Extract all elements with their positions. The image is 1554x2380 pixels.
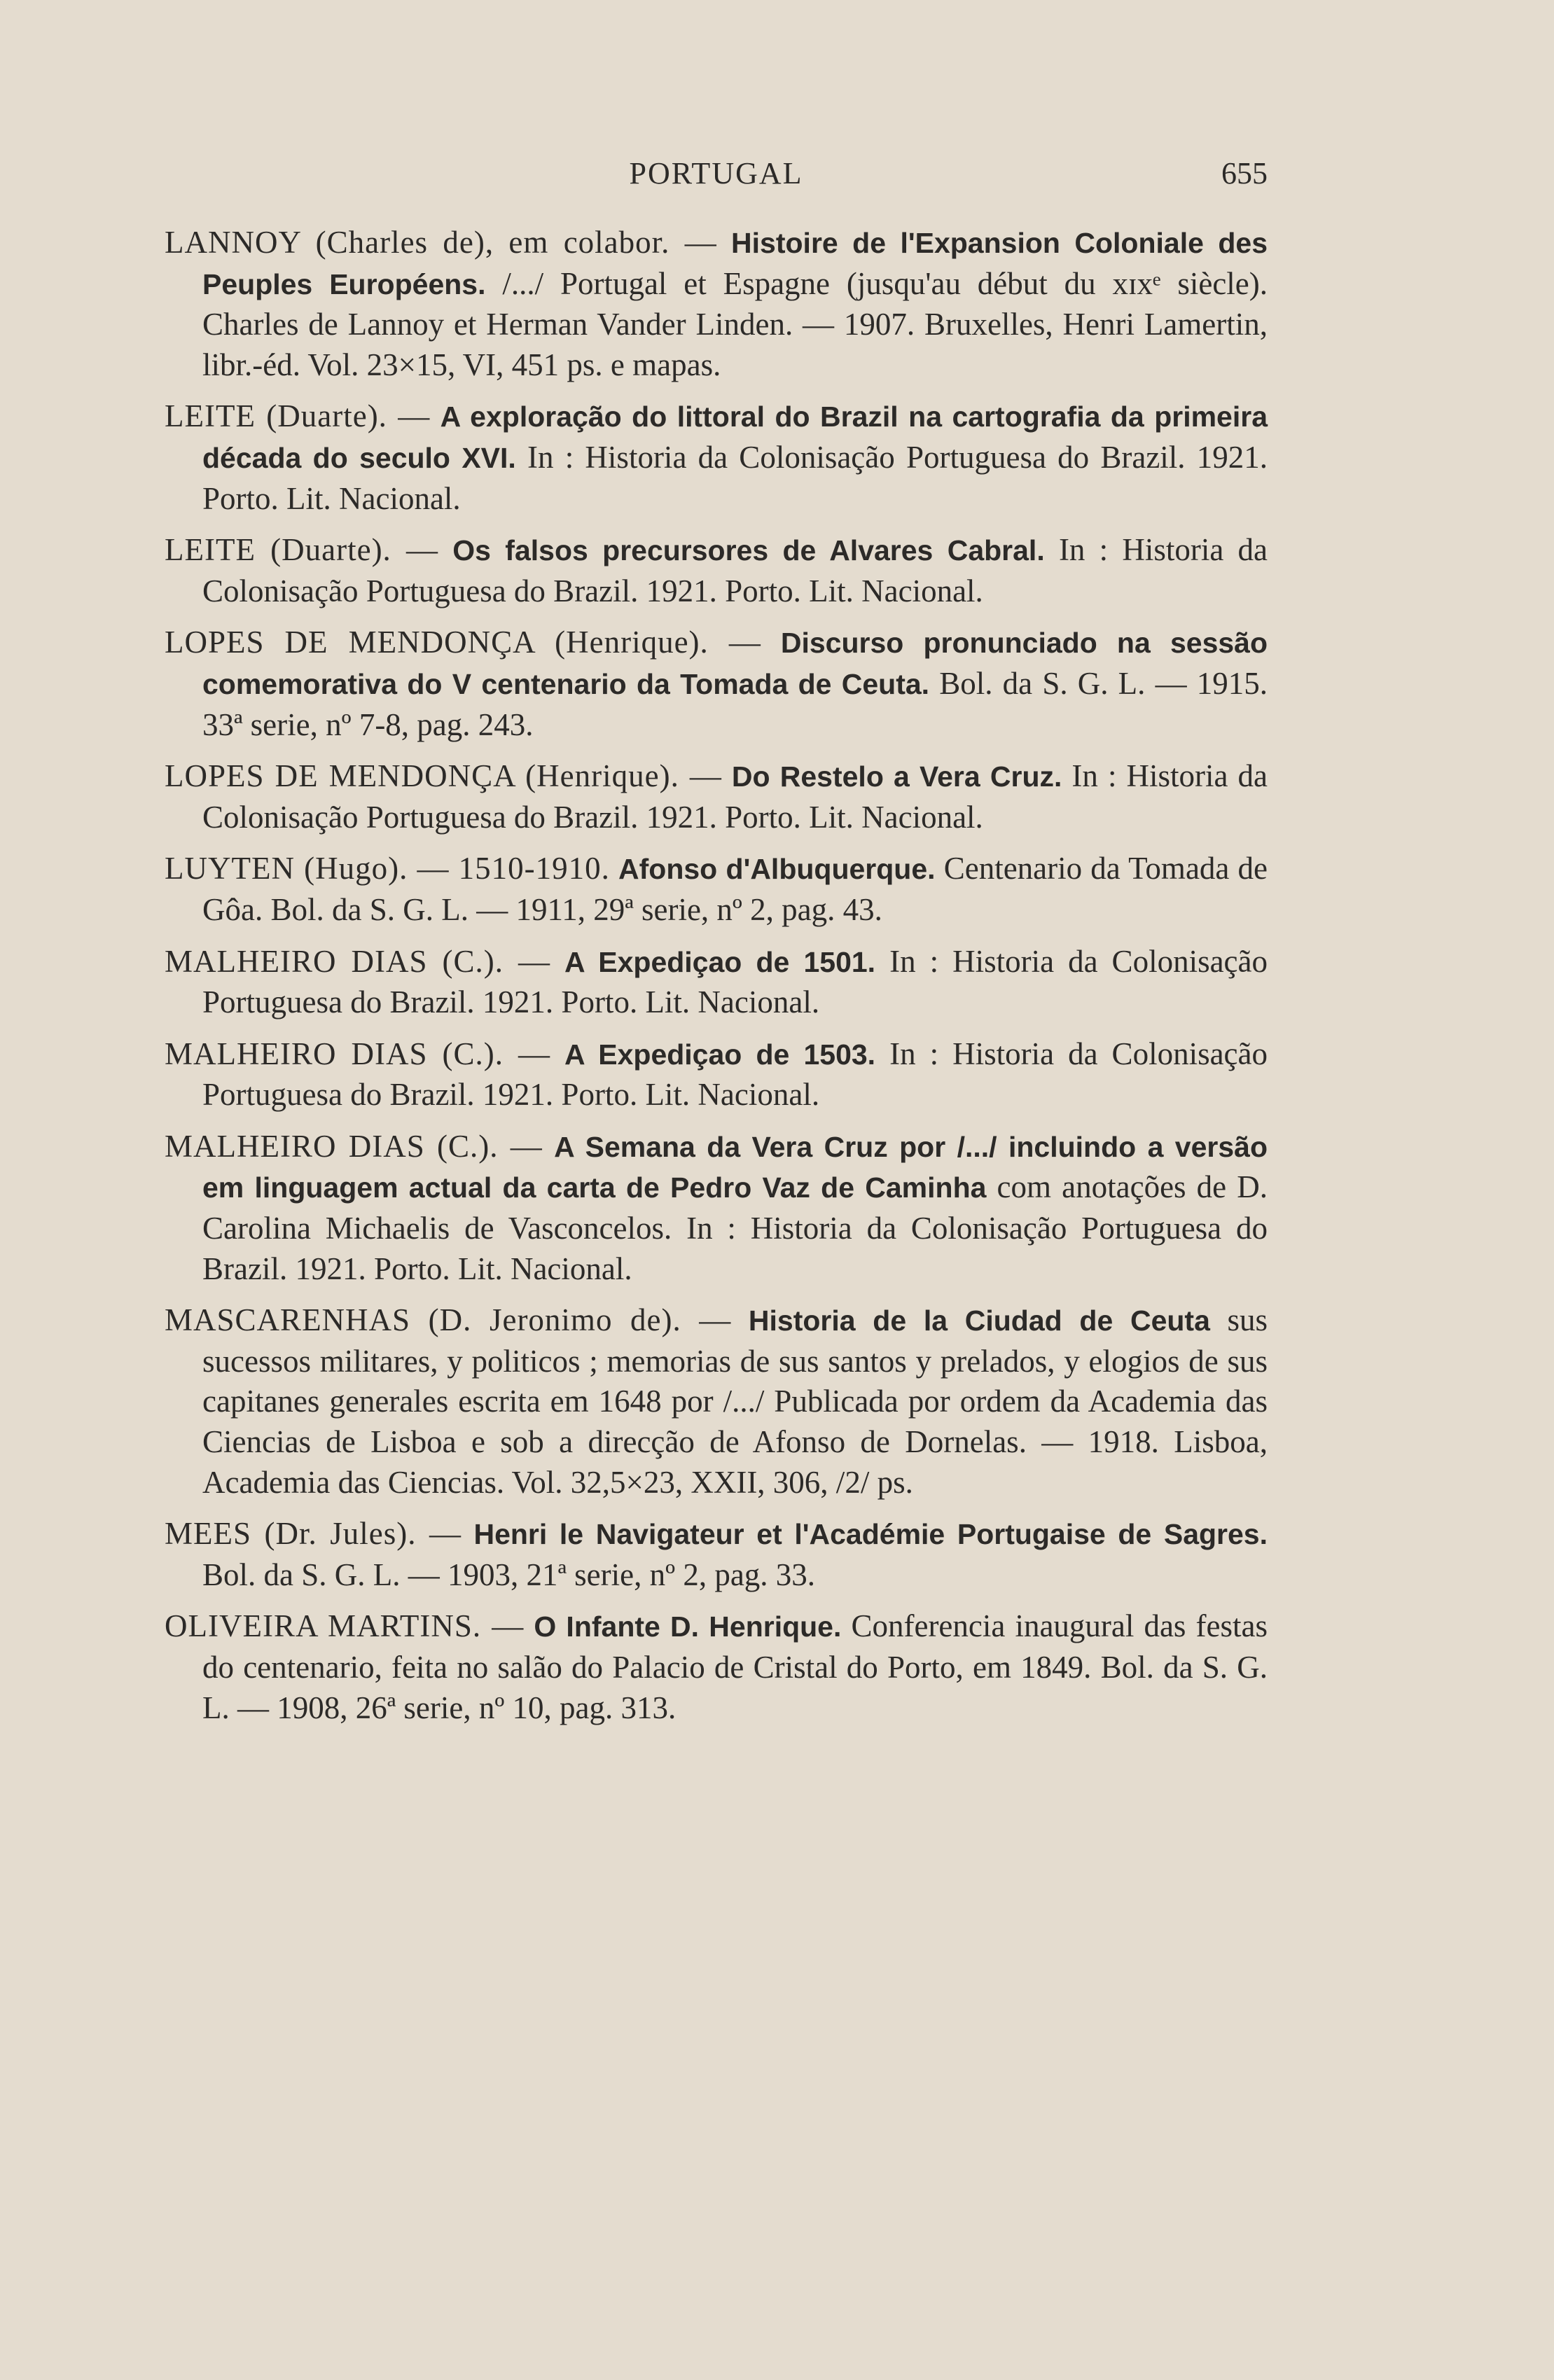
- entry-author: MALHEIRO DIAS (C.). —: [165, 1036, 550, 1071]
- bibliography-list: [165, 223, 1268, 1739]
- entry-details: Conferencia inaugural das festas do centenario, feita no salão do Palacio de Cristal do Porto, em 1849. Bol. da S. G. L. — 1908, 26ª serie, nº 10, pag. 313.: [202, 1608, 1268, 1725]
- entry-title: Discurso pronunciado na sessão comemorativa do V centenario da Tomada de Ceuta.: [202, 627, 1268, 700]
- entry-details: com anotações de D. Carolina Michaelis de Vasconcelos. In : Historia da Colonisação Portuguesa do Brazil. 1921. Porto. Lit. Nacional.: [202, 1169, 1268, 1286]
- entry-title: O Infante D. Henrique.: [534, 1610, 842, 1643]
- bibliography-entry: [165, 1034, 1268, 1115]
- entry-details: In : Historia da Colonisação Portuguesa do Brazil. 1921. Porto. Lit. Nacional.: [202, 1036, 1268, 1113]
- entry-author: MASCARENHAS (D. Jeronimo de). —: [165, 1302, 732, 1338]
- page-number: 655: [1221, 156, 1268, 190]
- bibliography-entry: [165, 1514, 1268, 1595]
- entry-title: Historia de la Ciudad de Ceuta: [748, 1304, 1210, 1337]
- bibliography-entry: [165, 530, 1268, 611]
- entry-details: Centenario da Tomada de Gôa. Bol. da S. G. L. — 1911, 29ª serie, nº 2, pag. 43.: [202, 851, 1268, 927]
- running-title: PORTUGAL: [629, 156, 803, 190]
- entry-title: A Expediçao de 1501.: [564, 945, 876, 978]
- entry-details: sus sucessos militares, y politicos ; memorias de sus santos y prelados, y elogios de sus capitanes generales escrita em 1648 por /.../ Publicada por ordem da Academia das Ciencias de Lisboa e sob a direcção de Afonso de Dornelas. — 1918. Lisboa, Academia das Ciencias. Vol. 32,5×23, XXII, 306, /2/ ps.: [202, 1302, 1268, 1500]
- entry-author: LEITE (Duarte). —: [165, 398, 431, 434]
- bibliography-entry: [165, 849, 1268, 930]
- bibliography-entry: [165, 1606, 1268, 1728]
- entry-details: /.../ Portugal et Espagne (jusqu'au début du xɪxᵉ siècle). Charles de Lannoy et Herman Vander Linden. — 1907. Bruxelles, Henri Lamertin, libr.-éd. Vol. 23×15, VI, 451 ps. e mapas.: [202, 265, 1268, 382]
- entry-details: In : Historia da Colonisação Portuguesa do Brazil. 1921. Porto. Lit. Nacional.: [202, 532, 1268, 608]
- entry-title: A exploração do littoral do Brazil na cartografia da primeira década do seculo XVI.: [202, 401, 1268, 474]
- entry-author: OLIVEIRA MARTINS. —: [165, 1608, 525, 1644]
- entry-author: LOPES DE MENDONÇA (Henrique). —: [165, 758, 722, 794]
- bibliography-entry: [165, 223, 1268, 385]
- entry-author: MALHEIRO DIAS (C.). —: [165, 943, 550, 979]
- bibliography-entry: [165, 1300, 1268, 1503]
- bibliography-entry: [165, 622, 1268, 745]
- entry-title: Os falsos precursores de Alvares Cabral.: [452, 534, 1045, 567]
- entry-details: In : Historia da Colonisação Portuguesa do Brazil. 1921. Porto. Lit. Nacional.: [202, 943, 1268, 1020]
- entry-details: Bol. da S. G. L. — 1903, 21ª serie, nº 2, pag. 33.: [202, 1557, 816, 1592]
- entry-title: Histoire de l'Expansion Coloniale des Peuples Européens.: [202, 227, 1268, 300]
- entry-author: LANNOY (Charles de), em colabor. —: [165, 225, 717, 260]
- bibliography-entry: [165, 942, 1268, 1023]
- entry-title: Henri le Navigateur et l'Académie Portugaise de Sagres.: [473, 1518, 1268, 1551]
- entry-title: Afonso d'Albuquerque.: [618, 853, 936, 886]
- entry-details: In : Historia da Colonisação Portuguesa do Brazil. 1921. Porto. Lit. Nacional.: [202, 758, 1268, 835]
- entry-author: MEES (Dr. Jules). —: [165, 1516, 462, 1552]
- bibliography-entry: [165, 396, 1268, 519]
- entry-author: LEITE (Duarte). —: [165, 532, 439, 568]
- bibliography-entry: [165, 756, 1268, 837]
- entry-details: Bol. da S. G. L. — 1915. 33ª serie, nº 7-8, pag. 243.: [202, 665, 1268, 742]
- bibliography-entry: [165, 1127, 1268, 1289]
- entry-author: MALHEIRO DIAS (C.). —: [165, 1128, 543, 1164]
- entry-title: Do Restelo a Vera Cruz.: [731, 760, 1062, 793]
- entry-title: A Expediçao de 1503.: [564, 1038, 876, 1071]
- entry-title: A Semana da Vera Cruz por /.../ incluindo a versão em linguagem actual da carta de Pedro Vaz de Caminha: [202, 1130, 1268, 1204]
- entry-details: In : Historia da Colonisação Portuguesa do Brazil. 1921. Porto. Lit. Nacional.: [202, 439, 1268, 516]
- entry-author: LOPES DE MENDONÇA (Henrique). —: [165, 625, 761, 660]
- entry-author: LUYTEN (Hugo). — 1510-1910.: [165, 851, 610, 886]
- page-header: [165, 155, 1268, 197]
